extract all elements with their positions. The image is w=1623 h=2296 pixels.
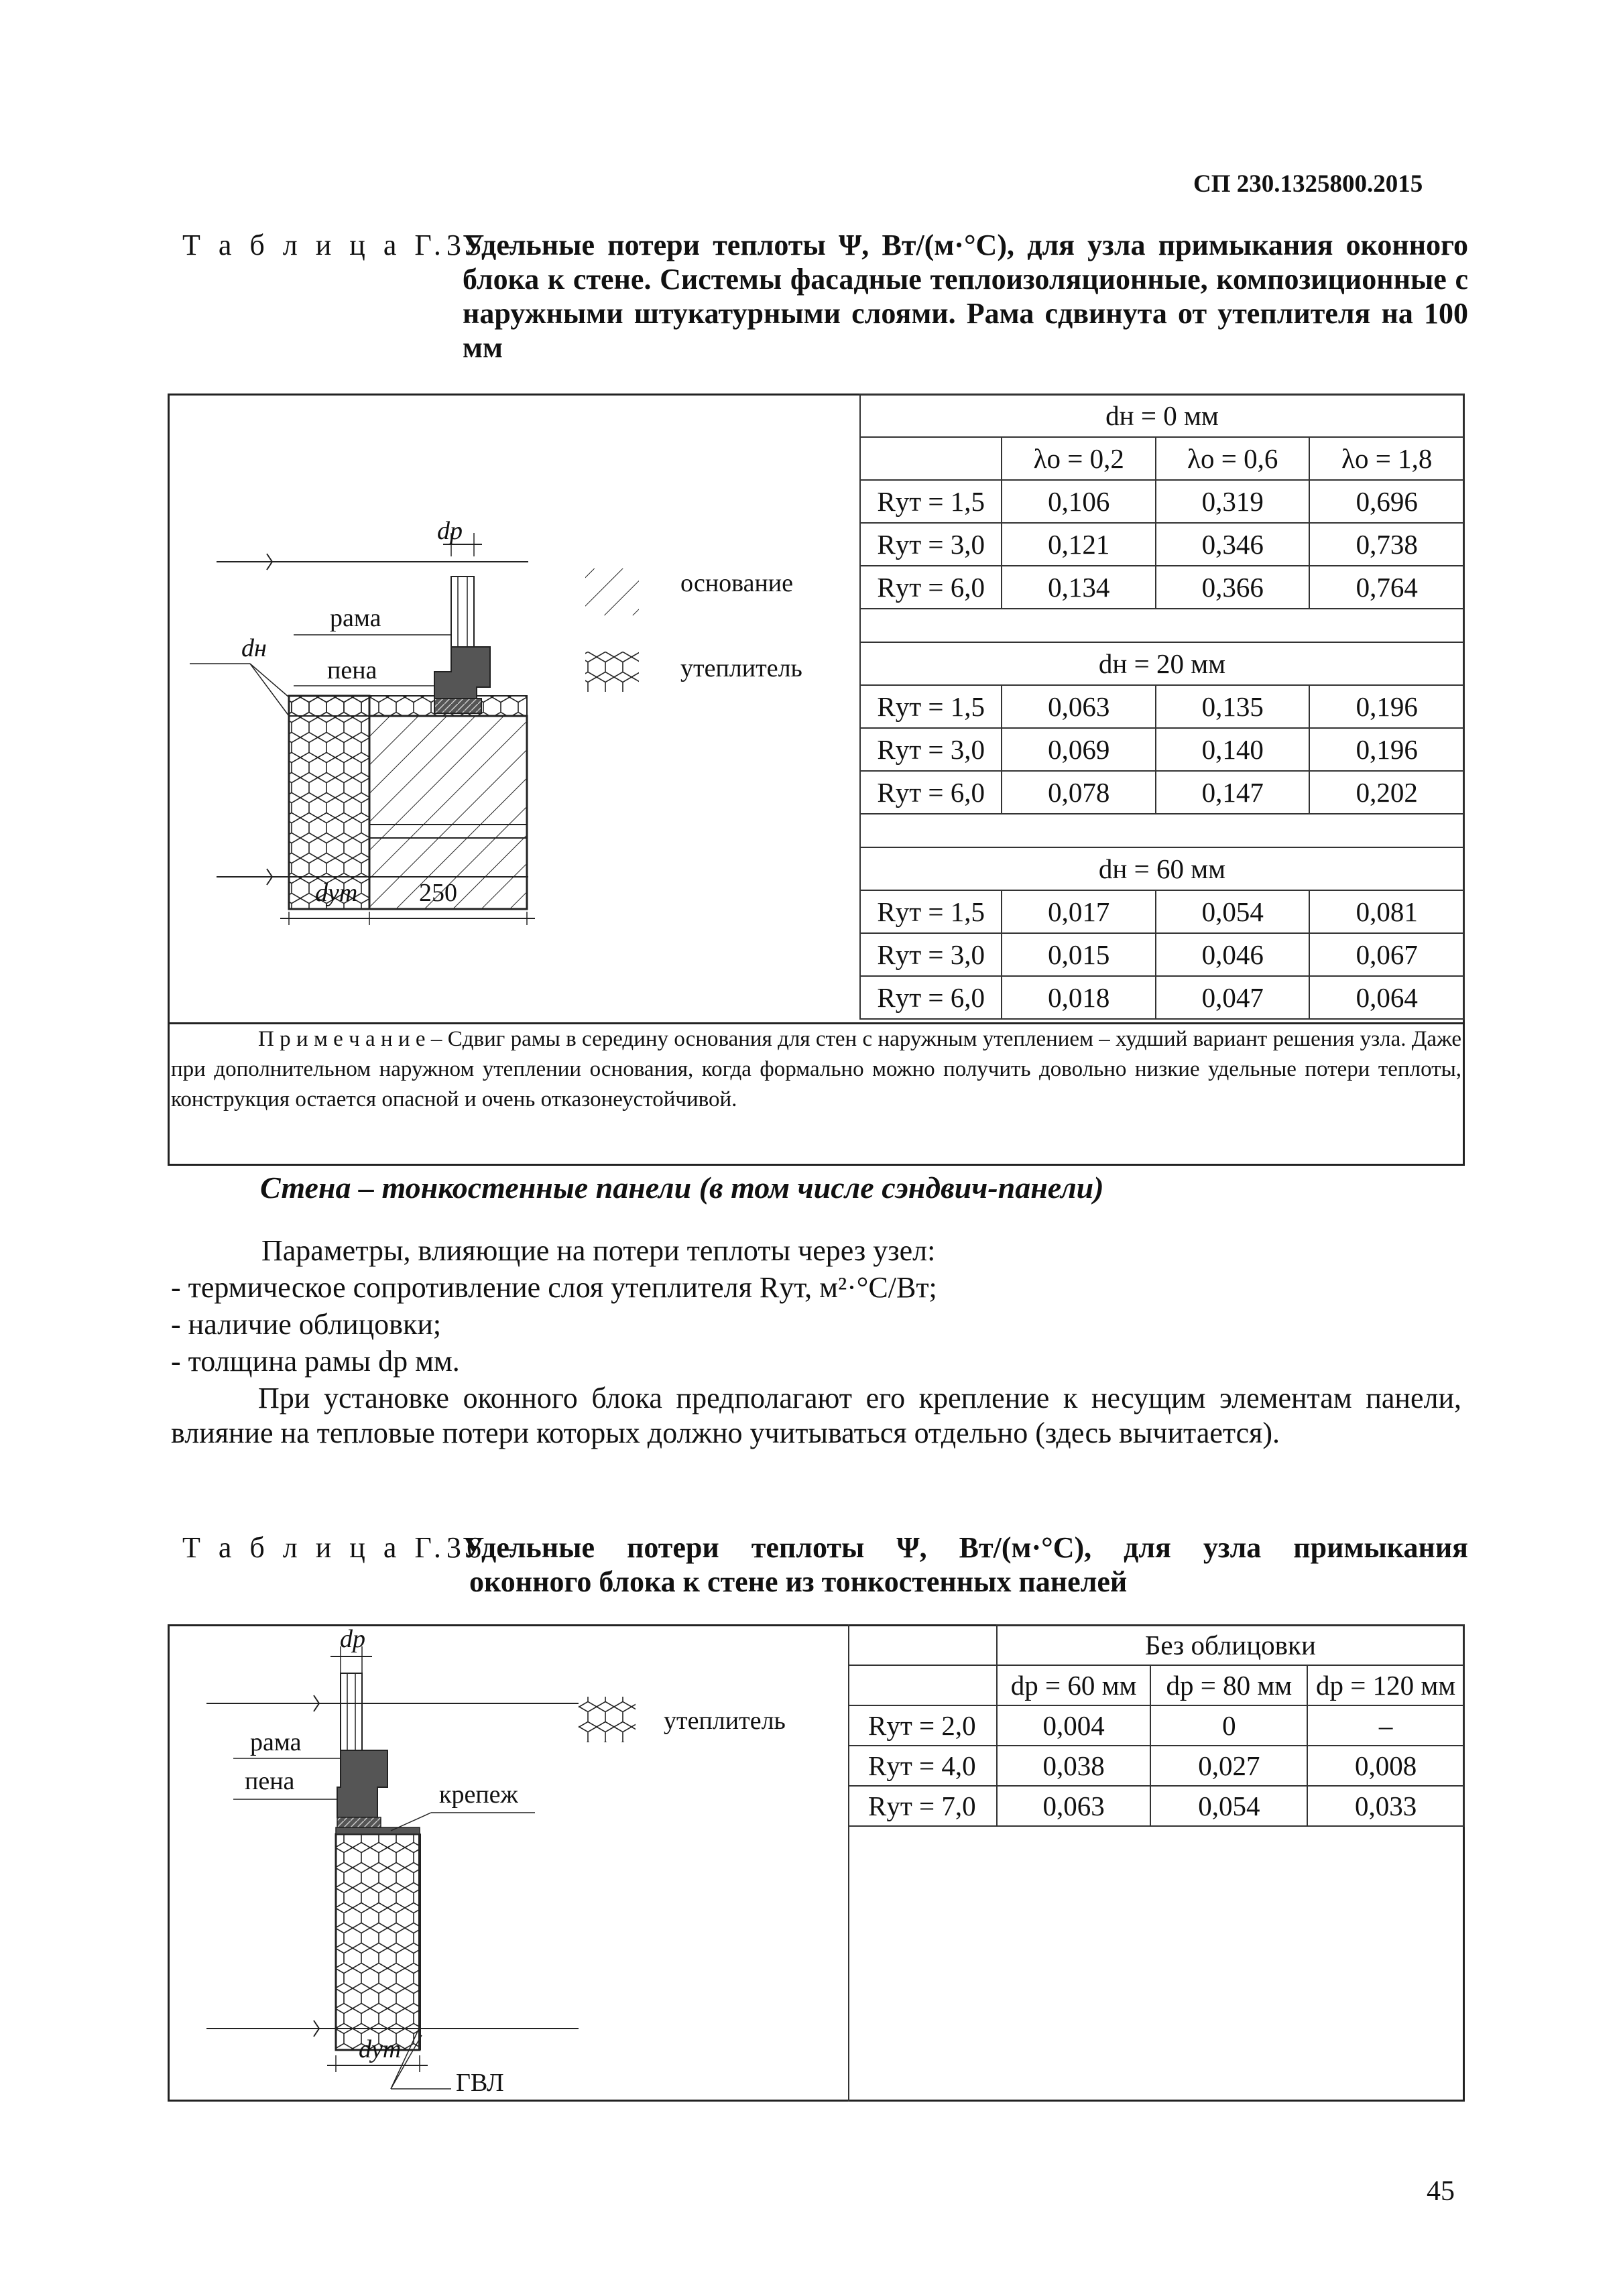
value-cell: 0,054 (1156, 890, 1310, 933)
body-item: - толщина рамы dр мм. (171, 1345, 460, 1378)
row-header: Rут = 2,0 (848, 1705, 997, 1746)
table36-gvl-label: ГВЛ (456, 2069, 504, 2097)
row-header: Rут = 6,0 (860, 771, 1002, 814)
column-header: dр = 60 мм (997, 1665, 1151, 1705)
lambda-header: λо = 1,8 (1309, 437, 1464, 480)
table35-title: Удельные потери теплоты Ψ, Вт/(м·°С), для узла примыкания оконного блока к стене. Системы фасадные теплоизоляционные, композиционные с наружными штукатурными слоями. Рама сдвинута от утеплителя на 100 мм (463, 229, 1468, 364)
value-cell: 0,067 (1309, 933, 1464, 976)
table35-d-r-label: dр (437, 517, 463, 545)
value-cell: 0,346 (1156, 523, 1310, 566)
value-cell: 0,063 (997, 1786, 1151, 1826)
table36-legend-insulation-label: утеплитель (664, 1707, 786, 1735)
lambda-header: λо = 0,6 (1156, 437, 1310, 480)
column-header: dр = 80 мм (1150, 1665, 1307, 1705)
value-cell: 0,054 (1150, 1786, 1307, 1826)
row-header: Rут = 1,5 (860, 685, 1002, 728)
value-cell: 0,147 (1156, 771, 1310, 814)
legend-base-label: основание (680, 569, 793, 597)
value-cell: 0,696 (1309, 480, 1464, 523)
table35-d-n-label: dн (241, 634, 267, 662)
body-paragraph: При установке оконного блока предполагают его крепление к несущим элементам панели, влияние на тепловые потери которых должно учитываться отдельно (здесь вычитается). (171, 1382, 1461, 1449)
page-number: 45 (1427, 2176, 1455, 2207)
value-cell: 0,017 (1002, 890, 1156, 933)
empty-cell (848, 1625, 997, 1665)
value-cell: 0,135 (1156, 685, 1310, 728)
value-cell: 0,196 (1309, 728, 1464, 771)
value-cell: 0,069 (1002, 728, 1156, 771)
table36-title-line2: оконного блока к стене из тонкостенных панелей (469, 1565, 1128, 1598)
row-header: Rут = 6,0 (860, 976, 1002, 1019)
column-header: dр = 120 мм (1307, 1665, 1464, 1705)
value-cell: 0,366 (1156, 566, 1310, 609)
section-header: dн = 60 мм (860, 847, 1464, 890)
group-header: Без облицовки (997, 1625, 1464, 1665)
section-heading: Стена – тонкостенные панели (в том числе сэндвич-панели) (260, 1170, 1104, 1205)
value-cell: 0,008 (1307, 1746, 1464, 1786)
value-cell: 0,063 (1002, 685, 1156, 728)
value-cell: 0,018 (1002, 976, 1156, 1019)
body-item: - наличие облицовки; (171, 1308, 442, 1341)
table36-d-r-label: dр (340, 1625, 365, 1653)
table36-frame-label: рама (250, 1728, 302, 1756)
table36-foam-label: пена (245, 1767, 295, 1795)
table35-note: П р и м е ч а н и е – Сдвиг рамы в середину основания для стен с наружным утеплением – худший вариант решения узла. Даже при дополнительном наружном утеплении основания, когда формально можно получить довольно низкие удельные потери теплоты, конструкция остается опасной и очень отказонеустойчивой. (171, 1027, 1461, 1111)
table36-diagram (170, 1626, 840, 2099)
value-cell: 0,738 (1309, 523, 1464, 566)
empty-cell (848, 1665, 997, 1705)
section-header: dн = 20 мм (860, 642, 1464, 685)
spacer-row (860, 609, 1464, 642)
table36-title (463, 1530, 1468, 1599)
value-cell: 0,202 (1309, 771, 1464, 814)
row-header: Rут = 1,5 (860, 480, 1002, 523)
legend-insulation-label: утеплитель (680, 654, 802, 682)
value-cell: 0,140 (1156, 728, 1310, 771)
table35-d-ut-label: dут (315, 879, 358, 907)
table35-diagram (170, 396, 840, 1022)
value-cell: 0,106 (1002, 480, 1156, 523)
row-header: Rут = 3,0 (860, 933, 1002, 976)
value-cell: 0 (1150, 1705, 1307, 1746)
table36-title-line1: Удельные потери теплоты Ψ, Вт/(м·°С), для узла примыкания (463, 1531, 1468, 1564)
row-header: Rут = 3,0 (860, 523, 1002, 566)
value-cell: 0,196 (1309, 685, 1464, 728)
value-cell: 0,764 (1309, 566, 1464, 609)
table36-fastener-label: крепеж (439, 1780, 518, 1809)
table35-frame-label: рама (330, 604, 381, 632)
value-cell: 0,064 (1309, 976, 1464, 1019)
value-cell: 0,319 (1156, 480, 1310, 523)
row-header: Rут = 1,5 (860, 890, 1002, 933)
body-item: - термическое сопротивление слоя утеплителя Rут, м²·°С/Вт; (171, 1271, 937, 1304)
row-header: Rут = 7,0 (848, 1786, 997, 1826)
document-code: СП 230.1325800.2015 (1193, 170, 1423, 198)
value-cell: 0,027 (1150, 1746, 1307, 1786)
table36-data (848, 1624, 1465, 1827)
value-cell: 0,078 (1002, 771, 1156, 814)
row-header: Rут = 6,0 (860, 566, 1002, 609)
value-cell: 0,134 (1002, 566, 1156, 609)
value-cell: 0,015 (1002, 933, 1156, 976)
value-cell: 0,046 (1156, 933, 1310, 976)
table35-data (859, 394, 1465, 1020)
row-header: Rут = 3,0 (860, 728, 1002, 771)
value-cell: 0,047 (1156, 976, 1310, 1019)
value-cell: – (1307, 1705, 1464, 1746)
table36-label: Т а б л и ц а Г.36 – (182, 1531, 520, 1564)
table35-label: Т а б л и ц а Г.35 – (182, 229, 520, 261)
body-intro: Параметры, влияющие на потери теплоты через узел: (261, 1234, 936, 1267)
value-cell: 0,038 (997, 1746, 1151, 1786)
value-cell: 0,121 (1002, 523, 1156, 566)
table36-d-ut-label: dут (359, 2035, 402, 2063)
section-header: dн = 0 мм (860, 394, 1464, 437)
table35-dim-250: 250 (419, 879, 457, 907)
table35-foam-label: пена (327, 656, 377, 684)
spacer-row (860, 814, 1464, 847)
value-cell: 0,081 (1309, 890, 1464, 933)
empty-cell (860, 437, 1002, 480)
value-cell: 0,004 (997, 1705, 1151, 1746)
lambda-header: λо = 0,2 (1002, 437, 1156, 480)
row-header: Rут = 4,0 (848, 1746, 997, 1786)
value-cell: 0,033 (1307, 1786, 1464, 1826)
